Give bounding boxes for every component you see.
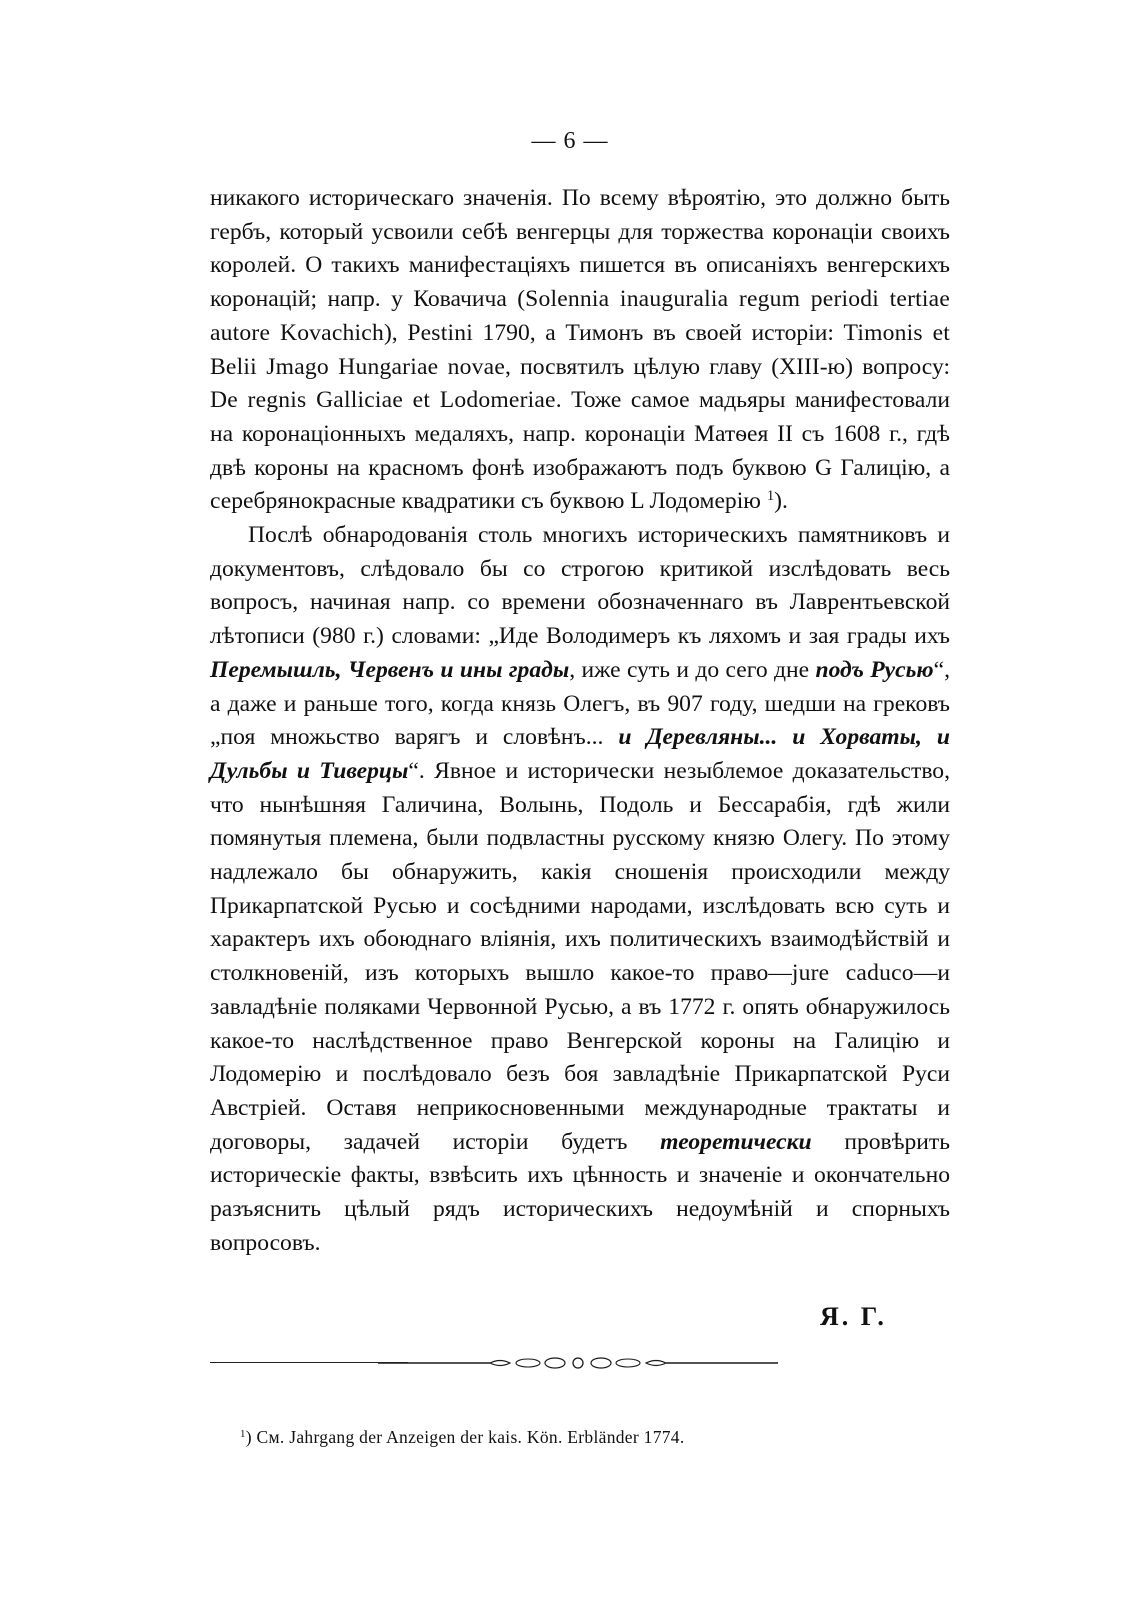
paragraph-2-text: “. Явное и исторически незыблемое доказательство, что нынѣшняя Галичина, Волынь, Подоль и Бессарабія, гдѣ жили помянутыя племена, были подвластны русскому князю Олегу. По этому надлежало бы обнаружить, какія сношенія происходили между Прикарпатской Русью и сосѣдними народами, изслѣдовать всю суть и характеръ ихъ обоюднаго вліянія, ихъ политическихъ взаимодѣйствій и столкновеній, изъ которыхъ вышло какое-то право— (210, 757, 950, 987)
emphasis-tribes: и Деревляны... и Хорваты, и Дульбы и Тиверцы (210, 724, 950, 784)
paragraph-1-text: никакого историческаго значенія. По всему вѣроятію, это должно быть гербъ, который усвоили себѣ венгерцы для торжества коронаціи своихъ королей. О такихъ манифестаціяхъ пишется въ описаніяхъ венгерскихъ коронацій; напр. у Ковачича ( (210, 185, 950, 313)
latin-place-pestini: Pestini (407, 319, 473, 346)
emphasis-pod-rusyu: подъ Русью (815, 656, 934, 683)
paragraph-1-text: ), (383, 319, 408, 346)
paragraph-1-text: ). (774, 488, 788, 515)
ornament-divider (378, 1352, 778, 1374)
paragraph-2-text: Послѣ обнародованія столь многихъ историческихъ памятниковъ и документовъ, слѣдовало бы со строгою критикой изслѣдовать весь вопросъ, начиная напр. со времени обозначеннаго въ Лаврентьевской лѣтописи (980 г.) словами: „Иде Володимеръ къ ляхомъ и зая грады ихъ (210, 522, 950, 650)
emphasis-peremyshl: Перемышль, Червенъ и ины грады (210, 656, 570, 683)
paragraph-2-text: провѣрить историческіе факты, взвѣсить ихъ цѣнность и значеніе и окончательно разъяснить цѣлый рядъ историческихъ недоумѣній и спорныхъ вопросовъ. (210, 1128, 950, 1256)
latin-citation-timonis: Timonis et Belii Jmago Hungariae novae (210, 319, 950, 380)
page-number: — 6 — (531, 128, 609, 154)
paragraph-2 (210, 519, 950, 1260)
latin-citation-de-regnis: De regnis Galliciae et Lodomeriae (210, 387, 556, 414)
latin-citation-kovachich: Solennia inauguralia regum periodi tertiae autore Kovachich (210, 286, 950, 346)
author-signature: Я. Г. (820, 1302, 887, 1331)
footnote-mark: 1 (240, 1428, 246, 1441)
body-text (210, 182, 950, 1261)
paragraph-1-text: 1790, а Тимонъ въ своей исторіи: (472, 319, 844, 346)
footnote-reference[interactable]: 1 (766, 488, 775, 505)
paragraph-2-text: —и завладѣніе поляками Червонной Русью, а въ 1772 г. опять обнаружилось какое-то наслѣдственное право Венгерской короны на Галицію и Лодомерію и послѣдовало безъ боя завладѣніе Прикарпатской Руси Австріей. Оставя неприкосновенными международные трактаты и договоры, задачей исторіи будетъ (210, 960, 950, 1155)
paragraph-1 (210, 182, 950, 519)
footnote (240, 1427, 685, 1448)
paragraph-1-text: . Тоже самое мадьяры манифестовали на коронаціонныхъ медаляхъ, напр. коронаціи Матѳея II съ 1608 г., гдѣ двѣ короны на красномъ фонѣ изображаютъ подъ буквою G Галицію, а серебрянокрасные квадратики съ буквою L Лодомерію (210, 387, 950, 515)
latin-jure-caduco: jure caduco (791, 960, 914, 987)
paragraph-1-text: , посвятилъ цѣлую главу (XIII-ю) вопросу: (505, 353, 951, 380)
footnote-divider (210, 1362, 408, 1363)
footnote-text: ) См. Jahrgang der Anzeigen der kais. Kön. Erbländer 1774. (245, 1427, 685, 1447)
emphasis-teoreticheski: теоретически (660, 1128, 812, 1155)
paragraph-2-text: “, а даже и раньше того, когда князь Олегъ, въ 907 году, шедши на грековъ „поя множьство варягъ и словѣнъ... (210, 656, 950, 751)
paragraph-2-text: , иже суть и до сего дне (569, 656, 816, 683)
